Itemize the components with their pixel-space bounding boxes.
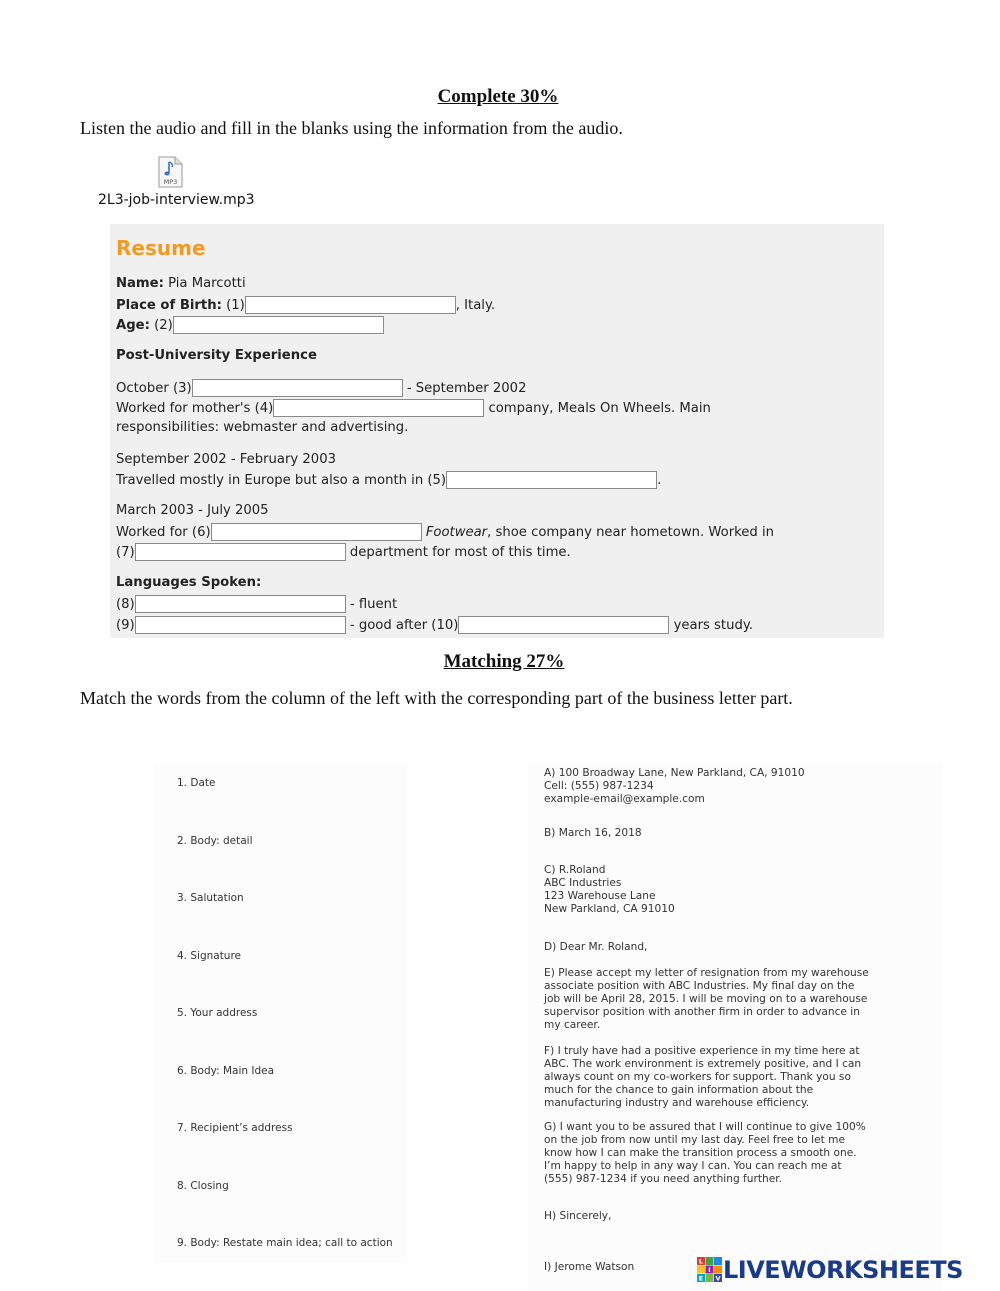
matching-left-column [155, 763, 407, 1263]
right-item-line: my career. [544, 1019, 601, 1031]
exp2-suffix: . [657, 472, 662, 488]
right-item-line: supervisor position with another firm in order to advance in [544, 1006, 860, 1018]
blank-5-input[interactable] [446, 471, 657, 489]
right-item-c[interactable] [544, 864, 924, 916]
right-item-line: A) 100 Broadway Lane, New Parkland, CA, 91010 [544, 767, 805, 779]
exp2-prefix: Travelled mostly in Europe but also a month in (5) [116, 472, 447, 488]
liveworksheets-logo [697, 1255, 963, 1285]
blank-1-label: (1) [226, 297, 245, 313]
exp1-line2 [116, 399, 711, 417]
logo-block [706, 1257, 714, 1265]
exp3-prefix: Worked for (6) [116, 524, 211, 540]
languages-heading: Languages Spoken: [116, 575, 262, 590]
resume-name-line [116, 276, 246, 291]
blank-6-input[interactable] [211, 523, 422, 541]
blank-3-input[interactable] [192, 379, 403, 397]
left-item[interactable]: 8. Closing [177, 1180, 229, 1192]
right-item-line: 123 Warehouse Lane [544, 890, 656, 902]
right-item-d[interactable] [544, 941, 924, 954]
right-item-line: associate position with ABC Industries. My final day on the [544, 980, 855, 992]
right-item-line: example-email@example.com [544, 793, 705, 805]
blank-2-label: (2) [154, 317, 173, 333]
logo-block [714, 1257, 722, 1265]
right-item-line: much for the chance to gain information about the [544, 1084, 814, 1096]
matching-instruction: Match the words from the column of the left with the corresponding part of the business letter part. [80, 688, 793, 708]
right-item-line: G) I want you to be assured that I will continue to give 100% [544, 1121, 866, 1133]
logo-block-letter: L [698, 1257, 704, 1266]
left-item[interactable]: 2. Body: detail [177, 835, 253, 847]
left-item[interactable]: 5. Your address [177, 1007, 258, 1019]
right-item-line: ABC Industries [544, 877, 622, 889]
name-label: Name: [116, 276, 164, 291]
left-item[interactable]: 9. Body: Restate main idea; call to action [177, 1237, 393, 1249]
resume-birth-line [116, 296, 495, 314]
right-item-e[interactable] [544, 967, 924, 1032]
logo-block-letter: V [715, 1274, 721, 1283]
blank-7-input[interactable] [135, 543, 346, 561]
logo-block [697, 1266, 705, 1274]
right-item-line: H) Sincerely, [544, 1210, 612, 1222]
experience-heading: Post-University Experience [116, 348, 317, 363]
complete-instruction: Listen the audio and fill in the blanks using the information from the audio. [80, 118, 623, 138]
right-item-line: job will be April 28, 2015. I will be moving on to a warehouse [544, 993, 868, 1005]
exp1-line3: responsibilities: webmaster and advertising. [116, 420, 409, 435]
right-item-line: ABC. The work environment is extremely positive, and I can [544, 1058, 862, 1070]
logo-block [706, 1274, 714, 1282]
liveworksheets-logo-text: LIVEWORKSHEETS [723, 1256, 963, 1284]
resume-panel [110, 224, 884, 638]
exp3-line2 [116, 543, 571, 561]
exp3-dates: March 2003 - July 2005 [116, 503, 269, 518]
blank-9-input[interactable] [135, 616, 346, 634]
exp3-suffix: , shoe company near hometown. Worked in [487, 524, 775, 540]
blank-1-input[interactable] [245, 296, 456, 314]
right-item-line: F) I truly have had a positive experience in my time here at [544, 1045, 860, 1057]
complete-section-title: Complete 30% [437, 86, 559, 107]
left-item[interactable]: 6. Body: Main Idea [177, 1065, 275, 1077]
right-item-line: always count on my co-workers for support. Thank you so [544, 1071, 851, 1083]
matching-right-column [528, 762, 942, 1291]
mp3-file-icon[interactable] [157, 156, 183, 193]
mp3-icon-text: MP3 [163, 178, 178, 186]
left-item[interactable]: 3. Salutation [177, 892, 244, 904]
right-item-h[interactable] [544, 1210, 924, 1223]
right-item-line: I’m happy to help in any way I can. You can reach me at [544, 1160, 842, 1172]
blank-2-input[interactable] [173, 316, 384, 334]
left-item[interactable]: 4. Signature [177, 950, 242, 962]
lang2-line [116, 616, 753, 634]
right-item-line: I) Jerome Watson [544, 1261, 635, 1273]
logo-block-letter: E [698, 1274, 704, 1283]
blank-4-input[interactable] [273, 399, 484, 417]
left-item[interactable]: 7. Recipient’s address [177, 1122, 293, 1134]
resume-title: Resume [116, 236, 206, 260]
right-item-b[interactable] [544, 827, 924, 840]
birth-label: Place of Birth: [116, 297, 222, 313]
exp3-line [116, 523, 774, 541]
name-value: Pia Marcotti [168, 276, 246, 291]
liveworksheets-logo-icon [697, 1257, 723, 1283]
right-item-line: Cell: (555) 987-1234 [544, 780, 654, 792]
exp2-line [116, 471, 661, 489]
lang1-prefix: (8) [116, 596, 135, 612]
exp1-line2-prefix: Worked for mother's (4) [116, 400, 274, 416]
exp3-line2-prefix: (7) [116, 544, 135, 560]
age-label: Age: [116, 317, 150, 333]
right-item-g[interactable] [544, 1121, 924, 1186]
lang1-line [116, 595, 397, 613]
right-item-line: B) March 16, 2018 [544, 827, 642, 839]
logo-block [714, 1266, 722, 1274]
exp1-prefix: October (3) [116, 380, 192, 396]
mp3-file-label[interactable]: 2L3-job-interview.mp3 [98, 192, 255, 208]
right-item-line: know how I can make the transition process a smooth one. [544, 1147, 857, 1159]
right-item-line: D) Dear Mr. Roland, [544, 941, 648, 953]
lang2-mid: - good after (10) [349, 617, 459, 633]
logo-block-letter: I [708, 1266, 711, 1274]
blank-10-input[interactable] [458, 616, 669, 634]
resume-age-line [116, 316, 384, 334]
exp1-suffix: - September 2002 [406, 380, 527, 396]
exp1-dates-line [116, 379, 526, 397]
right-item-line: New Parkland, CA 91010 [544, 903, 675, 915]
lang2-prefix: (9) [116, 617, 135, 633]
lang2-suffix: years study. [673, 617, 753, 633]
right-item-f[interactable] [544, 1045, 924, 1110]
right-item-line: (555) 987-1234 if you need anything further. [544, 1173, 782, 1185]
exp1-line2-suffix: company, Meals On Wheels. Main [488, 400, 711, 416]
birth-suffix: , Italy. [455, 297, 496, 313]
matching-section-title: Matching 27% [443, 651, 565, 672]
blank-8-input[interactable] [135, 595, 346, 613]
right-item-line: manufacturing industry and warehouse efficiency. [544, 1097, 810, 1109]
right-item-line: E) Please accept my letter of resignation from my warehouse [544, 967, 869, 979]
right-item-line: on the job from now until my last day. Feel free to let me [544, 1134, 845, 1146]
left-item[interactable]: 1. Date [177, 777, 216, 789]
exp3-line2-suffix: department for most of this time. [349, 544, 571, 560]
lang1-suffix: - fluent [349, 596, 398, 612]
exp2-dates: September 2002 - February 2003 [116, 452, 336, 467]
right-item-a[interactable] [544, 767, 924, 806]
exp3-brand: Footwear [425, 524, 488, 540]
right-item-line: C) R.Roland [544, 864, 606, 876]
